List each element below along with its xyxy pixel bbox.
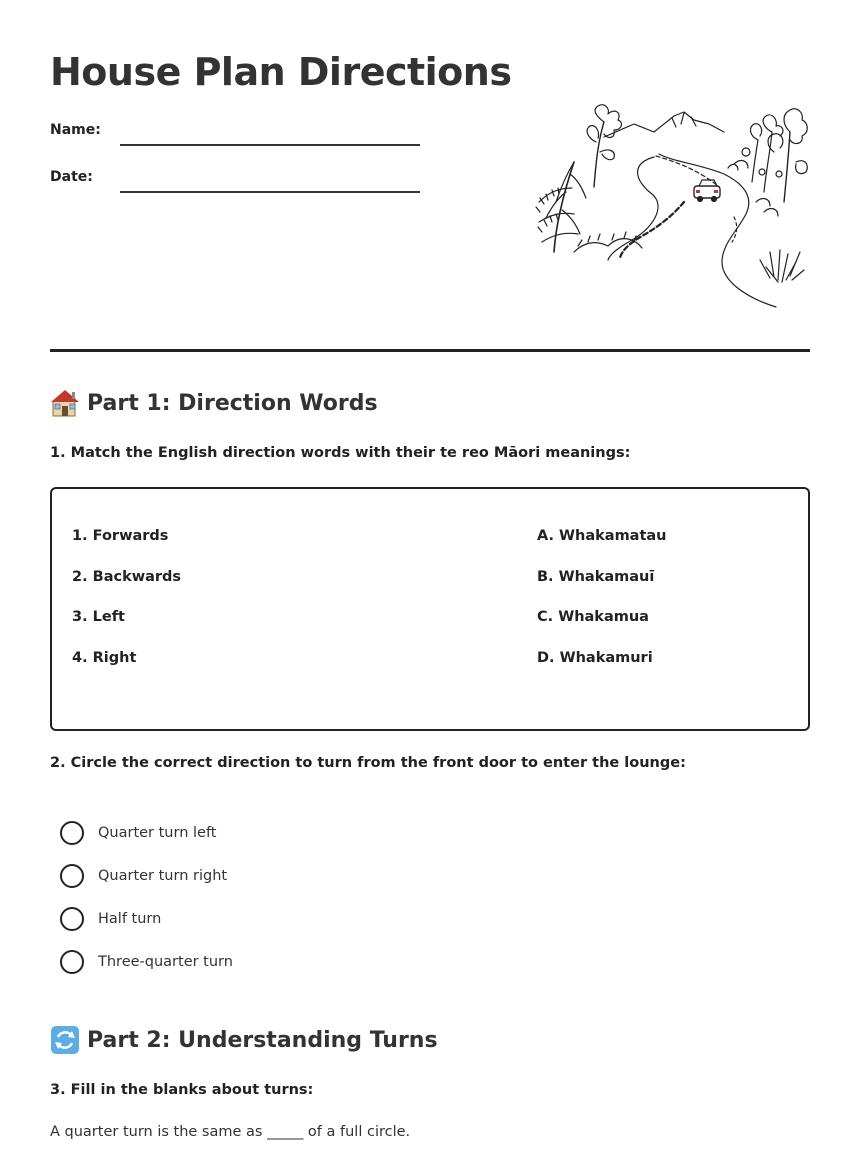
part1-heading (50, 388, 378, 418)
english-word-forwards: 1. Forwards (72, 528, 169, 544)
radio-circle[interactable] (60, 907, 84, 931)
road-landscape-illustration (534, 102, 810, 312)
matching-box (50, 487, 810, 731)
option-quarter-turn-right[interactable] (60, 863, 227, 889)
radio-circle[interactable] (60, 821, 84, 845)
english-word-left: 3. Left (72, 609, 125, 625)
part1-heading-text: Part 1: Direction Words (87, 390, 378, 416)
option-label: Quarter turn right (98, 868, 228, 884)
date-input-line[interactable] (120, 191, 420, 193)
option-three-quarter-turn[interactable] (60, 949, 233, 975)
maori-word-c: C. Whakamua (537, 609, 649, 625)
house-emoji (50, 388, 80, 418)
maori-word-a: A. Whakamatau (537, 528, 667, 544)
page-title: House Plan Directions (50, 50, 512, 94)
fill-blank-sentence: A quarter turn is the same as _____ of a full circle. (50, 1124, 411, 1140)
name-input-line[interactable] (120, 144, 420, 146)
question-3: 3. Fill in the blanks about turns: (50, 1082, 314, 1098)
option-half-turn[interactable] (60, 906, 161, 932)
maori-word-d: D. Whakamuri (537, 650, 653, 666)
part2-heading (50, 1025, 438, 1055)
option-label: Quarter turn left (98, 825, 217, 841)
option-quarter-turn-left[interactable] (60, 820, 217, 846)
arrows-cycle-emoji (50, 1025, 80, 1055)
english-word-right: 4. Right (72, 650, 137, 666)
question-1: 1. Match the English direction words with their te reo Māori meanings: (50, 445, 631, 461)
english-word-backwards: 2. Backwards (72, 569, 182, 585)
question-2: 2. Circle the correct direction to turn from the front door to enter the lounge: (50, 755, 686, 771)
radio-circle[interactable] (60, 950, 84, 974)
date-label: Date: (50, 169, 93, 185)
part2-heading-text: Part 2: Understanding Turns (87, 1027, 438, 1053)
option-label: Three-quarter turn (98, 954, 233, 970)
name-label: Name: (50, 122, 101, 138)
section-divider (50, 349, 810, 352)
option-label: Half turn (98, 911, 162, 927)
maori-word-b: B. Whakamauī (537, 569, 655, 585)
radio-circle[interactable] (60, 864, 84, 888)
